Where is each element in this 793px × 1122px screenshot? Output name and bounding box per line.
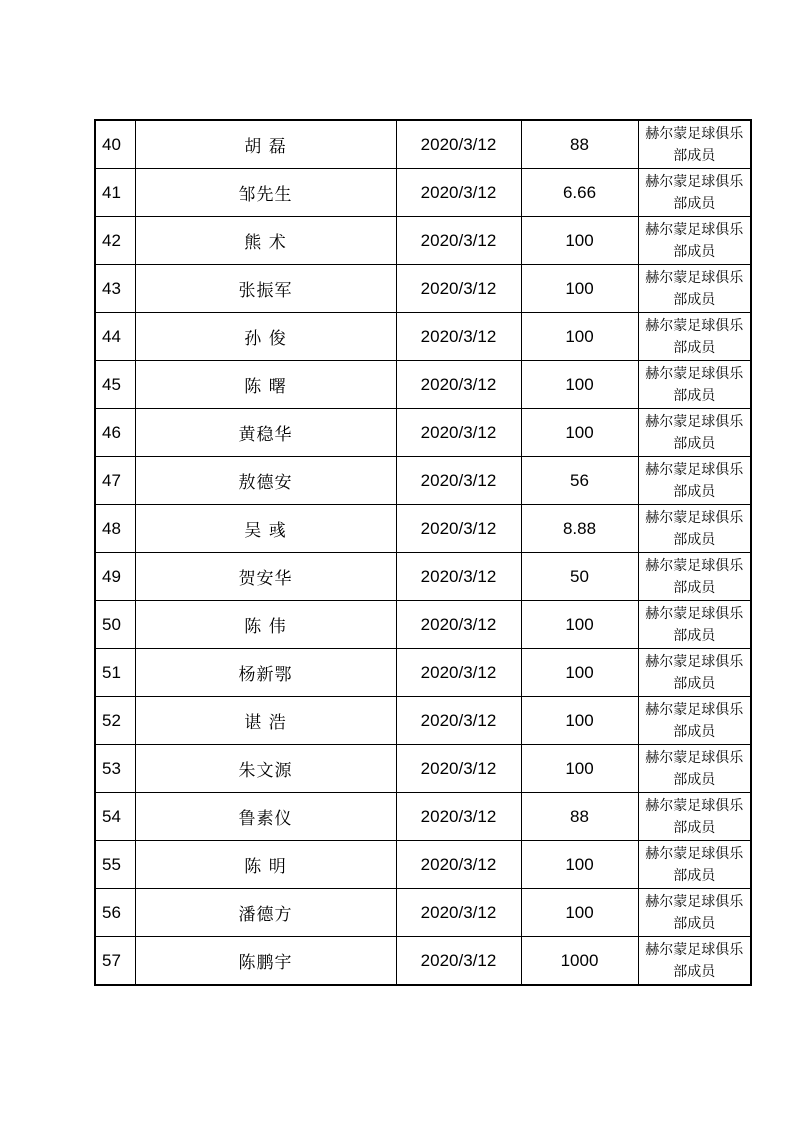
donor-note: 赫尔蒙足球俱乐部成员: [638, 793, 751, 841]
table-row: [95, 649, 751, 697]
row-number: 57: [95, 937, 135, 986]
row-number: 42: [95, 217, 135, 265]
donor-name: 陈 明: [135, 841, 396, 889]
donation-table: [94, 119, 752, 986]
donation-amount: 100: [521, 745, 638, 793]
donation-amount: 100: [521, 217, 638, 265]
donation-amount: 100: [521, 409, 638, 457]
donation-amount: 1000: [521, 937, 638, 986]
donor-name: 朱文源: [135, 745, 396, 793]
donor-name: 陈鹏宇: [135, 937, 396, 986]
donation-amount: 6.66: [521, 169, 638, 217]
table-row: [95, 841, 751, 889]
row-number: 51: [95, 649, 135, 697]
table-row: [95, 457, 751, 505]
donor-name: 杨新鄂: [135, 649, 396, 697]
row-number: 56: [95, 889, 135, 937]
row-number: 40: [95, 120, 135, 169]
donor-note: 赫尔蒙足球俱乐部成员: [638, 457, 751, 505]
table-row: [95, 553, 751, 601]
donor-name: 孙 俊: [135, 313, 396, 361]
donor-note: 赫尔蒙足球俱乐部成员: [638, 649, 751, 697]
donor-note: 赫尔蒙足球俱乐部成员: [638, 313, 751, 361]
table-row: [95, 265, 751, 313]
row-number: 46: [95, 409, 135, 457]
donor-name: 吴 彧: [135, 505, 396, 553]
donation-amount: 100: [521, 697, 638, 745]
donation-date: 2020/3/12: [396, 265, 521, 313]
donation-amount: 100: [521, 889, 638, 937]
table-row: [95, 120, 751, 169]
donor-note: 赫尔蒙足球俱乐部成员: [638, 169, 751, 217]
donor-note: 赫尔蒙足球俱乐部成员: [638, 745, 751, 793]
row-number: 43: [95, 265, 135, 313]
table-row: [95, 217, 751, 265]
donor-name: 陈 曙: [135, 361, 396, 409]
donor-note: 赫尔蒙足球俱乐部成员: [638, 505, 751, 553]
donor-note: 赫尔蒙足球俱乐部成员: [638, 889, 751, 937]
donation-amount: 100: [521, 265, 638, 313]
table-row: [95, 409, 751, 457]
donation-amount: 100: [521, 361, 638, 409]
donation-date: 2020/3/12: [396, 217, 521, 265]
donation-date: 2020/3/12: [396, 937, 521, 986]
donation-amount: 88: [521, 793, 638, 841]
row-number: 55: [95, 841, 135, 889]
donation-date: 2020/3/12: [396, 793, 521, 841]
donor-name: 胡 磊: [135, 120, 396, 169]
table-row: [95, 361, 751, 409]
donor-note: 赫尔蒙足球俱乐部成员: [638, 265, 751, 313]
table-row: [95, 601, 751, 649]
row-number: 48: [95, 505, 135, 553]
donor-name: 潘德方: [135, 889, 396, 937]
table-row: [95, 169, 751, 217]
donation-date: 2020/3/12: [396, 649, 521, 697]
donation-amount: 100: [521, 601, 638, 649]
donation-date: 2020/3/12: [396, 505, 521, 553]
donation-date: 2020/3/12: [396, 313, 521, 361]
donation-date: 2020/3/12: [396, 120, 521, 169]
donor-note: 赫尔蒙足球俱乐部成员: [638, 361, 751, 409]
donor-note: 赫尔蒙足球俱乐部成员: [638, 697, 751, 745]
row-number: 52: [95, 697, 135, 745]
row-number: 50: [95, 601, 135, 649]
table-row: [95, 313, 751, 361]
donation-date: 2020/3/12: [396, 889, 521, 937]
donor-name: 敖德安: [135, 457, 396, 505]
donor-name: 黄稳华: [135, 409, 396, 457]
table-row: [95, 505, 751, 553]
donor-name: 谌 浩: [135, 697, 396, 745]
donation-date: 2020/3/12: [396, 601, 521, 649]
row-number: 53: [95, 745, 135, 793]
donor-name: 邹先生: [135, 169, 396, 217]
donor-note: 赫尔蒙足球俱乐部成员: [638, 409, 751, 457]
donation-date: 2020/3/12: [396, 409, 521, 457]
donor-name: 张振军: [135, 265, 396, 313]
donor-note: 赫尔蒙足球俱乐部成员: [638, 217, 751, 265]
row-number: 47: [95, 457, 135, 505]
donation-date: 2020/3/12: [396, 697, 521, 745]
row-number: 41: [95, 169, 135, 217]
donation-amount: 56: [521, 457, 638, 505]
donation-amount: 100: [521, 313, 638, 361]
donation-amount: 8.88: [521, 505, 638, 553]
table-row: [95, 697, 751, 745]
table-row: [95, 889, 751, 937]
donor-note: 赫尔蒙足球俱乐部成员: [638, 120, 751, 169]
row-number: 49: [95, 553, 135, 601]
donation-date: 2020/3/12: [396, 361, 521, 409]
row-number: 45: [95, 361, 135, 409]
donation-date: 2020/3/12: [396, 457, 521, 505]
table-row: [95, 745, 751, 793]
donor-note: 赫尔蒙足球俱乐部成员: [638, 937, 751, 986]
table-body: [95, 120, 751, 985]
donor-note: 赫尔蒙足球俱乐部成员: [638, 553, 751, 601]
donation-date: 2020/3/12: [396, 841, 521, 889]
donor-note: 赫尔蒙足球俱乐部成员: [638, 841, 751, 889]
donation-date: 2020/3/12: [396, 553, 521, 601]
donation-amount: 50: [521, 553, 638, 601]
row-number: 54: [95, 793, 135, 841]
donor-note: 赫尔蒙足球俱乐部成员: [638, 601, 751, 649]
donation-amount: 100: [521, 841, 638, 889]
donor-name: 陈 伟: [135, 601, 396, 649]
row-number: 44: [95, 313, 135, 361]
table-row: [95, 937, 751, 986]
donation-date: 2020/3/12: [396, 745, 521, 793]
donation-date: 2020/3/12: [396, 169, 521, 217]
donation-amount: 88: [521, 120, 638, 169]
donor-name: 贺安华: [135, 553, 396, 601]
donor-name: 鲁素仪: [135, 793, 396, 841]
donation-amount: 100: [521, 649, 638, 697]
donor-name: 熊 术: [135, 217, 396, 265]
table-row: [95, 793, 751, 841]
